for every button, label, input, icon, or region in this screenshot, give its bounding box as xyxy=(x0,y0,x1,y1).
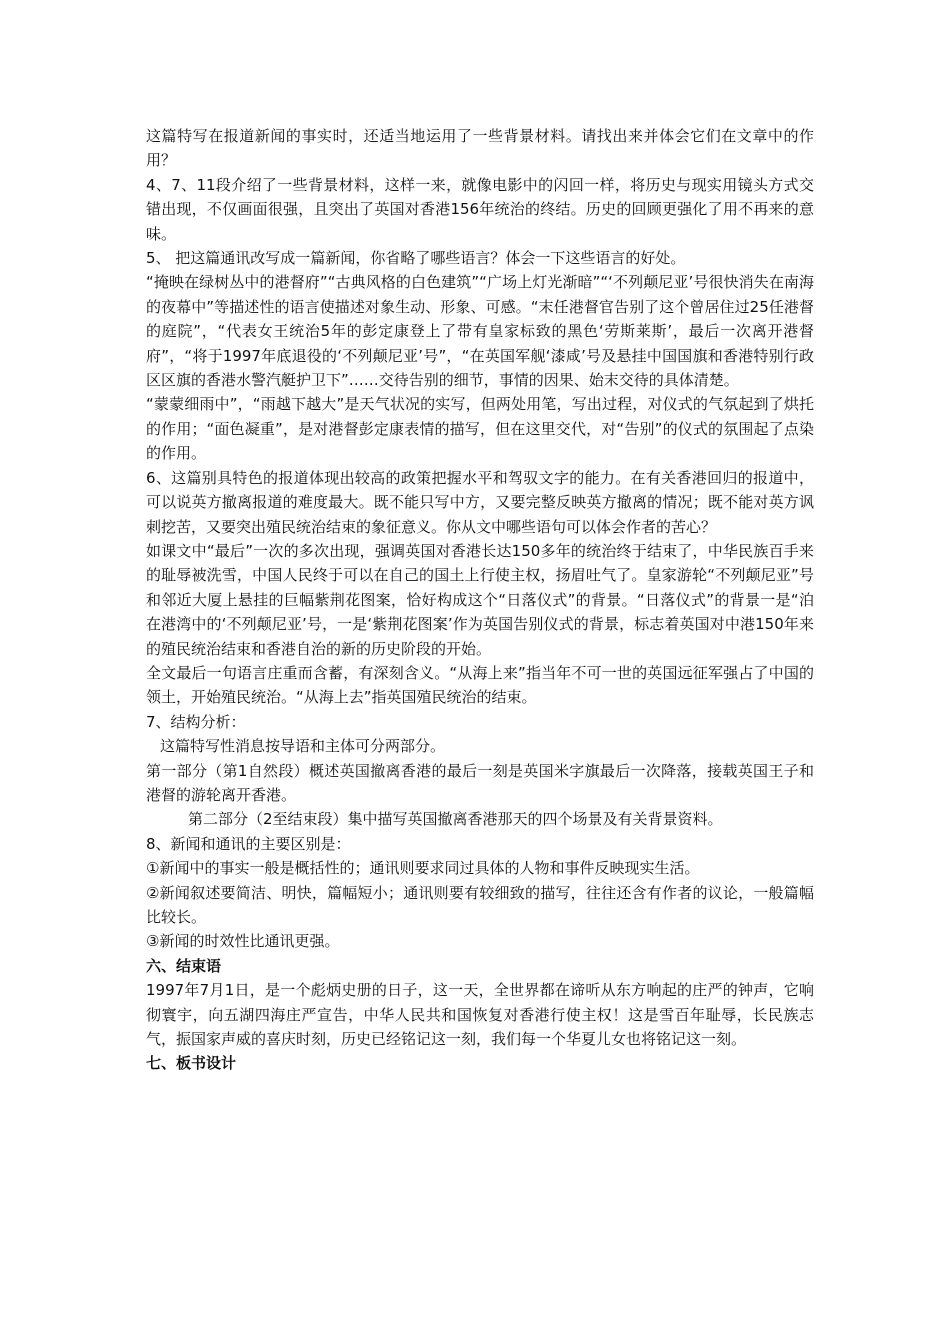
difference-item-3: ③新闻的时效性比通讯更强。 xyxy=(146,932,340,951)
question-5: 5、 把这篇通讯改写成一篇新闻，你省略了哪些语言？体会一下这些语言的好处。 xyxy=(146,249,686,268)
answer-6-final-sentence: 全文最后一句语言庄重而含蓄，有深刻含义。“从海上来”指当年不可一世的英国远征军强占了中国的领土，开始殖民统治。“从海上去”指英国殖民统治的结束。 xyxy=(146,663,814,707)
structure-part-1: 第一部分（第1自然段）概述英国撤离香港的最后一刻是英国米字旗最后一次降落，接载英国王子和港督的游轮离开香港。 xyxy=(146,761,814,804)
structure-intro: 这篇特写性消息按导语和主体可分两部分。 xyxy=(160,737,446,756)
answer-6-last-time: 如课文中“最后”一次的多次出现，强调英国对香港长达150多年的统治终于结束了，中华民族百手来的耻辱被洗雪，中国人民终于可以在自己的国土上行使主权，扬眉吐气了。皇家游轮“不列颠尼亚”号和邻近大厦上悬挂的巨幅紫荆花图案，恰好构成这个“日落仪式”的背景。“日落仪式”的背景一是“泊在港湾中的‘不列颠尼亚’号，一是‘紫荆花图案’作为英国告别仪式的背景，标志着英国对中港150年来的殖民统治结束和香港自治的新的历史阶段的开始。 xyxy=(146,541,814,658)
answer-5-descriptive-language: “掩映在绿树丛中的港督府”“古典风格的白色建筑”“广场上灯光渐暗”“‘不列颠尼亚’号很快消失在南海的夜幕中”等描述性的语言使描述对象生动、形象、可感。“末任港督官告别了这个曾居住过25任港督的庭院”，“代表女王统治5年的彭定康登上了带有皇家标致的黑色‘劳斯莱斯’，最后一次离开港督府”，“将于1997年底退役的‘不列颠尼亚’号”，“在英国军舰‘漆咸’号及悬挂中国国旗和香港特别行政区区旗的香港水警汽艇护卫下”……交待告别的细节，事情的因果、始末交待的具体清楚。 xyxy=(146,273,814,390)
document-page xyxy=(146,124,814,1076)
differences-title: 8、新闻和通讯的主要区别是： xyxy=(146,834,351,853)
section-6-heading: 六、结束语 xyxy=(146,956,222,975)
difference-item-2: ②新闻叙述要简洁、明快，篇幅短小；通讯则要有较细致的描写，往往还含有作者的议论，一般篇幅比较长。 xyxy=(146,883,814,926)
answer-5-weather: “蒙蒙细雨中”，“雨越下越大”是天气状况的实写，但两处用笔，写出过程，对仪式的气氛起到了烘托的作用；“面色凝重”，是对港督彭定康表情的描写，但在这里交代，对“告别”的仪式的氛围起了点染的作用。 xyxy=(146,395,814,463)
difference-item-1: ①新闻中的事实一般是概括性的；通讯则要求同过具体的人物和事件反映现实生活。 xyxy=(146,859,700,878)
question-6: 6、这篇别具特色的报道体现出较高的政策把握水平和驾驭文字的能力。在有关香港回归的报道中，可以说英方撤离报道的难度最大。既不能只写中方，又要完整反映英方撤离的情况；既不能对英方讽刺挖苦，又要突出殖民统治结束的象征意义。你从文中哪些语句可以体会作者的苦心？ xyxy=(146,468,814,536)
question-7-structure: 7、结构分析： xyxy=(146,712,246,731)
question-background-material: 这篇特写在报道新闻的事实时，还适当地运用了一些背景材料。请找出来并体会它们在文章中的作用？ xyxy=(146,127,814,170)
section-6-text: 1997年7月1日，是一个彪炳史册的日子，这一天，全世界都在谛听从东方响起的庄严的钟声，它响彻寰宇，向五湖四海庄严宣告，中华人民共和国恢复对香港行使主权！这是雪百年耻辱，长民族志气，振国家声威的喜庆时刻，历史已经铭记这一刻，我们每一个华夏儿女也将铭记这一刻。 xyxy=(146,981,814,1049)
answer-background-material: 4、7、11段介绍了一些背景材料，这样一来，就像电影中的闪回一样，将历史与现实用镜头方式交错出现，不仅画面很强，且突出了英国对香港156年统治的终结。历史的回顾更强化了用不再来的意味。 xyxy=(146,175,814,243)
structure-part-2: 第二部分（2至结束段）集中描写英国撤离香港那天的四个场景及有关背景资料。 xyxy=(188,810,723,829)
section-7-heading: 七、板书设计 xyxy=(146,1054,237,1073)
